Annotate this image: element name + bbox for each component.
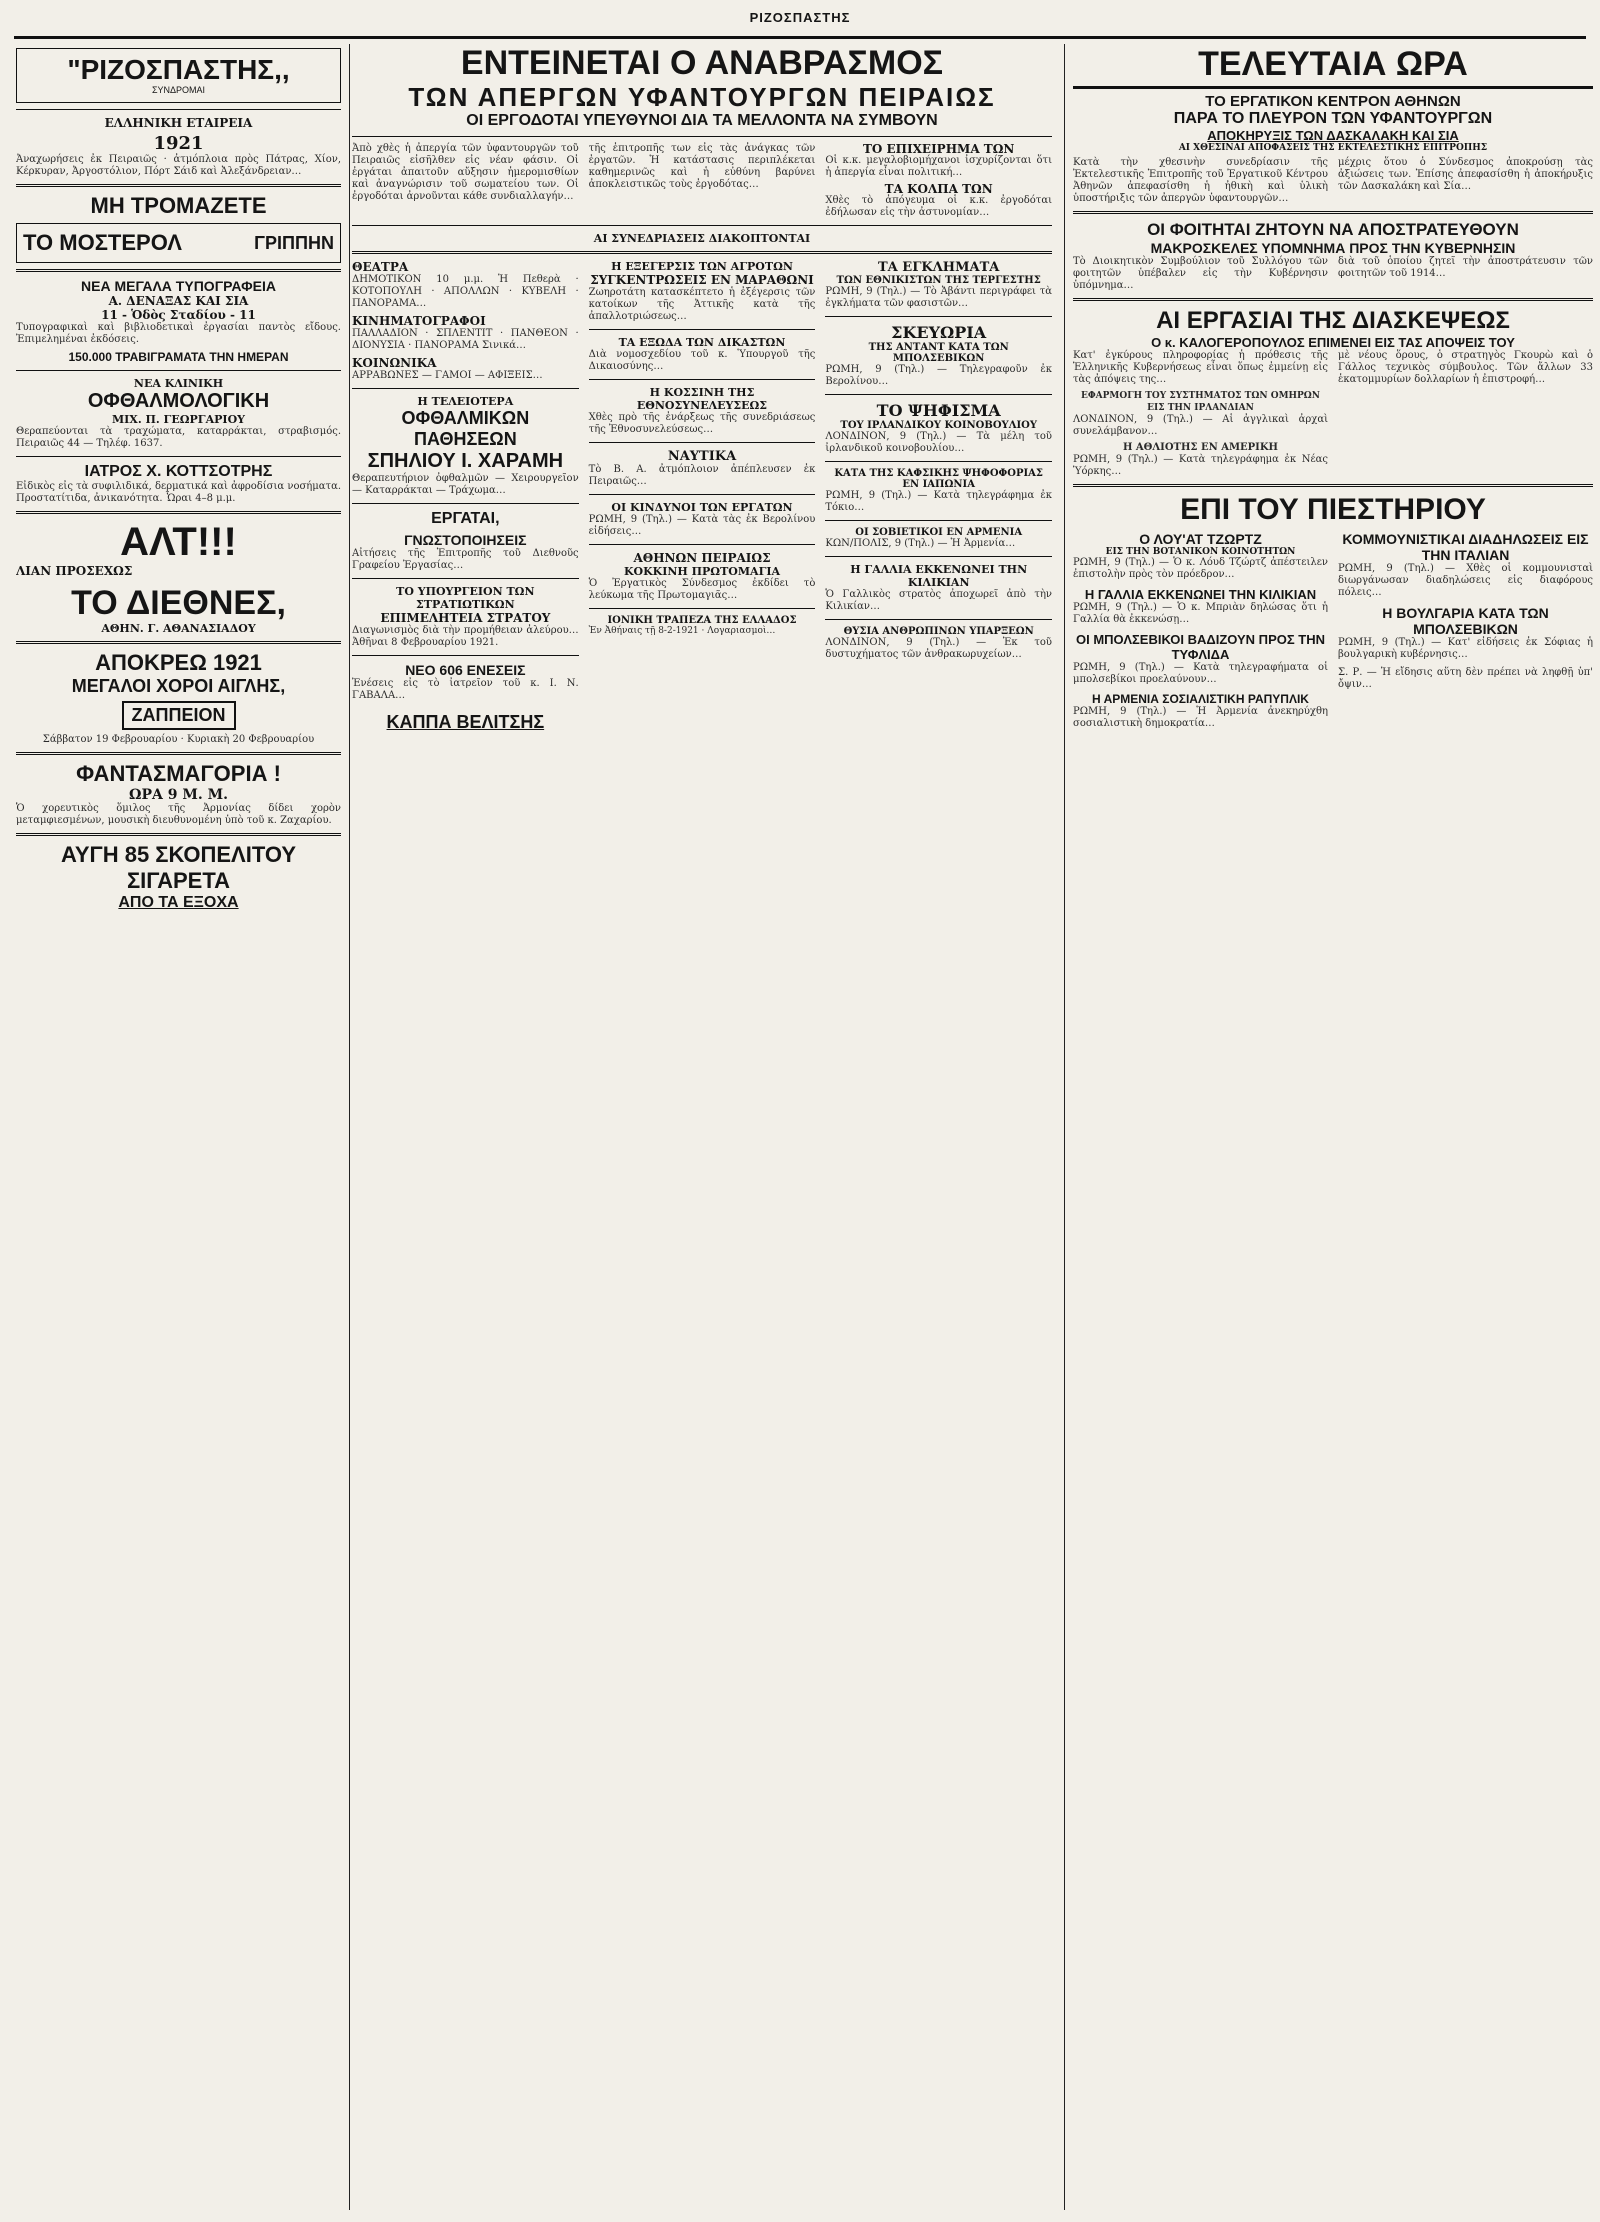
main-headline-2: ΤΩΝ ΑΠΕΡΓΩΝ ΥΦΑΝΤΟΥΡΓΩΝ ΠΕΙΡΑΙΩΣ	[408, 82, 996, 112]
thysia-heading: ΘΥΣΙΑ ΑΝΘΡΩΠΙΝΩΝ ΥΠΑΡΞΕΩΝ	[843, 626, 1034, 637]
kappa-ad: ΚΑΠΠΑ ΒΕΛΙΤΣΗΣ	[386, 712, 545, 732]
ad-grippi: ΓΡΙΠΠΗΝ	[254, 232, 334, 253]
teleiotera-label: Η ΤΕΛΕΙΟΤΕΡΑ	[417, 395, 514, 408]
main-headline: ΕΝΤΕΙΝΕΤΑΙ Ο ΑΝΑΒΡΑΣΜΟΣ	[460, 44, 944, 82]
lead-article	[352, 143, 1052, 219]
thysia-body: ΛΟΝΔΙΝΟΝ, 9 (Τηλ.) — Ἐκ τοῦ δυστυχήματος τῶν ἀνθρακωρυχείων…	[825, 637, 1052, 660]
plevron-heading: ΠΑΡΑ ΤΟ ΠΛΕΥΡΟΝ ΤΩΝ ΥΦΑΝΤΟΥΡΓΩΝ	[1173, 110, 1493, 127]
ergasiai-body	[1073, 350, 1593, 478]
apo-ta-exoxa: ΑΠΟ ΤΑ ΕΞΟΧΑ	[118, 894, 239, 911]
egklimata-heading: ΤΑ ΕΓΚΛΗΜΑΤΑ	[878, 260, 1000, 275]
apokiryxis-heading: ΑΠΟΚΗΡΥΞΙΣ ΤΩΝ ΔΑΣΚΑΛΑΚΗ ΚΑΙ ΣΙΑ	[1207, 128, 1459, 143]
ionikh-body: Ἐν Ἀθήναις τῇ 8-2-1921 · Λογαριασμοὶ…	[588, 626, 776, 636]
gallia-right-body: ΡΩΜΗ, 9 (Τηλ.) — Ὁ κ. Μπριὰν δηλώσας ὅτι ἡ Γαλλία θὰ ἐκκενώσῃ…	[1073, 602, 1328, 625]
right-column	[1064, 44, 1593, 2210]
xoroi-heading: ΜΕΓΑΛΟΙ ΧΟΡΟΙ ΑΙΓΛΗΣ,	[71, 676, 286, 696]
denaxas-label: Α. ΔΕΝΑΞΑΣ ΚΑΙ ΣΙΑ	[108, 294, 249, 308]
subscription-label: ΣΥΝΔΡΟΜΑΙ	[151, 85, 206, 95]
ethnikistai-heading: ΤΩΝ ΕΘΝΙΚΙΣΤΩΝ ΤΗΣ ΤΕΡΓΕΣΤΗΣ	[836, 275, 1041, 286]
iatros-heading: ΙΑΤΡΟΣ Χ. ΚΟΤΤΣΟΤΡΗΣ	[84, 463, 273, 480]
teleftaia-heading: ΤΕΛΕΥΤΑΙΑ ΩΡΑ	[1073, 44, 1593, 89]
ergasiai-col-2: μὲ νέους ὅρους, ὁ στρατηγὸς Γκουρὼ καὶ ὁ Γάλλος τεχνικὸς σύμβουλος. Τῶν ἄλλων 33 ἑκατομμυρίων δολλαρίων ἡ ἐπιστροφή…	[1338, 350, 1593, 385]
ergasiai-heading: ΑΙ ΕΡΓΑΣΙΑΙ ΤΗΣ ΔΙΑΣΚΕΨΕΩΣ	[1156, 307, 1510, 334]
ofthalmikon-heading: ΟΦΘΑΛΜΙΚΩΝ ΠΑΘΗΣΕΩΝ	[401, 408, 530, 449]
lead-col-1: Ἀπὸ χθὲς ἡ ἀπεργία τῶν ὑφαντουργῶν τοῦ Πειραιῶς εἰσῆλθεν εἰς νέαν φάσιν. Οἱ ἐργάται ἀπαιτοῦν αὔξησιν ἡμερομισθίων καὶ ἀναγνώρισιν τοῦ σωματείου των. Οἱ ἐργοδόται ἀρνοῦνται κάθε συνδιαλλαγήν…	[352, 143, 579, 202]
spilio-heading: ΣΠΗΛΙΟΥ Ι. ΧΑΡΑΜΗ	[367, 450, 564, 472]
nautika-body: Τὸ Β. Α. ἀτμόπλοιον ἀπέπλευσεν ἐκ Πειραιῶς…	[588, 464, 816, 487]
epimeleteia-body: Διαγωνισμὸς διὰ τὴν προμήθειαν ἀλεύρου… Ἀθῆναι 8 Φεβρουαρίου 1921.	[352, 625, 579, 648]
piestiriou-body	[1073, 531, 1593, 730]
gallia-right-heading: Η ΓΑΛΛΙΑ ΕΚΚΕΝΩΝΕΙ ΤΗΝ ΚΙΛΙΚΙΑΝ	[1084, 587, 1317, 602]
company-heading: ΕΛΛΗΝΙΚΗ ΕΤΑΙΡΕΙΑ	[104, 116, 253, 130]
kalogeropoulos-heading: Ο κ. ΚΑΛΟΓΕΡΟΠΟΥΛΟΣ ΕΠΙΜΕΝΕΙ ΕΙΣ ΤΑΣ ΑΠΟΨΕΙΣ ΤΟΥ	[1151, 335, 1515, 350]
kommounistikai-body: ΡΩΜΗ, 9 (Τηλ.) — Χθὲς οἱ κομμουνισταὶ διωργάνωσαν διαδηλώσεις εἰς διαφόρους πόλεις…	[1338, 563, 1593, 598]
armenia-heading: Η ΑΡΜΕΝΙΑ ΣΟΣΙΑΛΙΣΤΙΚΗ ΡΑΠΥΠΛΙΚ	[1092, 692, 1309, 706]
fantasmagoria-time: ΩΡΑ 9 Μ. Μ.	[129, 787, 228, 803]
athliotis-heading: Η ΑΘΛΙΟΤΗΣ ΕΝ ΑΜΕΡΙΚΗ	[1122, 442, 1279, 453]
kossi-heading: Η ΚΟΣΣΙΝΗ ΤΗΣ ΕΘΝΟΣΥΝΕΛΕΥΣΕΩΣ	[636, 386, 768, 412]
clinic-body: Θεραπεύονται τὰ τραχώματα, καταρράκται, στραβισμός. Πειραιῶς 44 — Τηλέφ. 1637.	[16, 426, 341, 449]
foitites-col-2: διὰ τοῦ ὁποίου ζητεῖ τὴν ἀποστράτευσιν τῶν φοιτητῶν τοῦ 1914…	[1338, 256, 1593, 279]
skeuoria-heading: ΣΚΕΥΩΡΙΑ	[891, 323, 987, 342]
kokkini-body: Ὁ Ἐργατικὸς Σύνδεσμος ἐκδίδει τὸ λεύκωμα τῆς Πρωτομαγιᾶς…	[588, 578, 816, 601]
shipping-notice: 1921 Ἀναχωρήσεις ἐκ Πειραιῶς · ἀτμόπλοια πρὸς Πάτρας, Χίον, Κέρκυραν, Ἀργοστόλιον, Πόρτ Σάιδ καὶ Ἀλεξάνδρειαν…	[16, 133, 341, 177]
tzorz-heading: Ο ΛΟΥ'ΑΤ ΤΖΩΡΤΖ	[1139, 531, 1262, 547]
epixeirima-heading: ΤΟ ΕΠΙΧΕΙΡΗΜΑ ΤΩΝ	[862, 142, 1015, 156]
kossi-body: Χθὲς πρὸ τῆς ἐνάρξεως τῆς συνεδριάσεως τῆς Ἐθνοσυνελεύσεως…	[588, 412, 816, 435]
foitites-col-1: Τὸ Διοικητικὸν Συμβούλιον τοῦ Συλλόγου τῶν φοιτητῶν ὑπέβαλεν εἰς τὴν Κυβέρνησιν ὑπόμνημα…	[1073, 256, 1328, 291]
mpolsevikoi-heading: ΟΙ ΜΠΟΛΣΕΒΙΚΟΙ ΒΑΔΙΖΟΥΝ ΠΡΟΣ ΤΗΝ ΤΥΦΛΙΔΑ	[1076, 632, 1325, 662]
masthead-title: ΡΙΖΟΣΠΑΣΤΗΣ	[749, 10, 851, 25]
exoria-heading: ΤΑ ΕΞΩΔΑ ΤΩΝ ΔΙΚΑΣΤΩΝ	[618, 336, 786, 349]
kommounistikai-heading: ΚΟΜΜΟΥΝΙΣΤΙΚΑΙ ΔΙΑΔΗΛΩΣΕΙΣ ΕΙΣ ΤΗΝ ΙΤΑΛΙΑΝ	[1342, 531, 1589, 563]
sovietikoi-heading: ΟΙ ΣΟΒΙΕΤΙΚΟΙ ΕΝ ΑΡΜΕΝΙΑ	[855, 527, 1023, 538]
piestiriou-col-2	[1338, 531, 1593, 730]
foitites-heading: ΟΙ ΦΟΙΤΗΤΑΙ ΖΗΤΟΥΝ ΝΑ ΑΠΟΣΤΡΑΤΕΥΘΟΥΝ	[1147, 220, 1519, 239]
tzorz-sub: ΕΙΣ ΤΗΝ ΒΟΤΑΝΙΚΟΝ ΚΟΙΝΟΤΗΤΩΝ	[1105, 547, 1296, 557]
ypourgeio-heading: ΤΟ ΥΠΟΥΡΓΕΙΟΝ ΤΩΝ ΣΤΡΑΤΙΩΤΙΚΩΝ	[396, 585, 535, 611]
lead-col-3: ΤΟ ΕΠΙΧΕΙΡΗΜΑ ΤΩΝ Οἱ κ.κ. μεγαλοβιομήχανοι ἰσχυρίζονται ὅτι ἡ ἀπεργία εἶναι πολιτική… ΤΑ ΚΟΛΠΑ ΤΩΝ Χθὲς τὸ ἀπόγευμα οἱ κ.κ. ἐργοδόται ἐδήλωσαν εἰς τὴν ἀστυνομίαν…	[825, 142, 1052, 218]
athinon-heading: ΑΘΗΝΩΝ ΠΕΙΡΑΙΩΣ	[633, 551, 771, 565]
newspaper-title: "ΡΙΖΟΣΠΑΣΤΗΣ,,	[67, 54, 290, 85]
vougaria-body: ΡΩΜΗ, 9 (Τηλ.) — Κατ' εἰδήσεις ἐκ Σόφιας ἡ βουλγαρικὴ κυβέρνησις…	[1338, 637, 1593, 660]
center-left-sub	[352, 260, 579, 733]
fantasmagoria-body: Ὁ χορευτικὸς ὅμιλος τῆς Ἀρμονίας δίδει χορὸν μεταμφιεσμένων, μουσικὴ διευθυνομένη ὑπὸ τοῦ κ. Ζαχαρίου.	[16, 803, 341, 826]
egklimata-body: ΡΩΜΗ, 9 (Τηλ.) — Τὸ Ἀβάντι περιγράφει τὰ ἐγκλήματα τῶν φασιστῶν…	[825, 286, 1052, 309]
ad-mi-tromazete: ΜΗ ΤΡΟΜΑΖΕΤΕ	[90, 193, 267, 218]
koinonika-heading: ΚΟΙΝΩΝΙΚΑ	[352, 356, 437, 370]
irlandikou-heading: ΤΟΥ ΙΡΛΑΝΔΙΚΟΥ ΚΟΙΝΟΒΟΥΛΙΟΥ	[840, 420, 1037, 431]
gnostopoiiseis-heading: ΓΝΩΣΤΟΠΟΙΗΣΕΙΣ	[404, 532, 527, 548]
kinimatografoi-heading: ΚΙΝΗΜΑΤΟΓΡΑΦΟΙ	[352, 314, 486, 328]
ad-alt: ΑΛΤ!!!	[120, 520, 237, 564]
fantasmagoria-heading: ΦΑΝΤΑΣΜΑΓΟΡΙΑ !	[76, 761, 281, 786]
apofaseis-heading: ΑΙ ΧΘΕΣΙΝΑΙ ΑΠΟΦΑΣΕΙΣ ΤΗΣ ΕΚΤΕΛΕΣΤΙΚΗΣ ΕΠΙΤΡΟΠΗΣ	[1178, 143, 1488, 153]
theatra-heading: ΘΕΑΤΡΑ	[352, 260, 409, 274]
center-mid-sub	[589, 260, 816, 733]
vougaria-heading: Η ΒΟΥΛΓΑΡΙΑ ΚΑΤΑ ΤΩΝ ΜΠΟΛΣΕΒΙΚΩΝ	[1382, 605, 1549, 637]
ophthalmo-heading: ΟΦΘΑΛΜΟΛΟΓΙΚΗ	[87, 390, 270, 412]
kolpata-heading: ΤΑ ΚΟΛΠΑ ΤΩΝ	[884, 182, 993, 196]
iatros-body: Εἰδικὸς εἰς τὰ συφιλιδικά, δερματικά καὶ ἀφροδίσια νοσήματα. Προστατίτιδα, ἀνικανότητα. Ὧραι 4–8 μ.μ.	[16, 481, 341, 504]
address-line: 11 - Ὁδὸς Σταδίου - 11	[101, 308, 256, 322]
tzorz-body: ΡΩΜΗ, 9 (Τηλ.) — Ὁ κ. Λόυδ Τζώρτζ ἀπέστειλεν ἐπιστολὴν πρὸς τὸν πρόεδρον…	[1073, 557, 1328, 580]
ionikh-heading: ΙΟΝΙΚΗ ΤΡΑΠΕΖΑ ΤΗΣ ΕΛΛΑΔΟΣ	[607, 615, 797, 626]
mpolsevikoi-body: ΡΩΜΗ, 9 (Τηλ.) — Κατὰ τηλεγραφήματα οἱ μπολσεβίκοι προελαύνουν…	[1073, 662, 1328, 685]
sygkentroseis-body: Ζωηροτάτη κατασκέπτετο ἡ ἐξέγερσις τῶν κατοίκων τῆς Ἀττικῆς κατὰ τῆς ἀπαλλοτριώσεως…	[588, 287, 816, 322]
efarmogi-heading: ΕΦΑΡΜΟΓΗ ΤΟΥ ΣΥΣΤΗΜΑΤΟΣ ΤΩΝ ΟΜΗΡΩΝ ΕΙΣ ΤΗΝ ΙΡΛΑΝΔΙΑΝ	[1080, 391, 1321, 413]
kinimatografoi-body: ΠΑΛΛΑΔΙΟΝ · ΣΠΛΕΝΤΙΤ · ΠΑΝΘΕΟΝ · ΔΙΟΝΥΣΙΑ · ΠΑΝΟΡΑΜΑ Σινικά…	[352, 328, 579, 351]
kokkini-heading: ΚΟΚΚΙΝΗ ΠΡΩΤΟΜΑΓΙΑ	[623, 565, 781, 578]
ad-mosterol: ΤΟ ΜΟΣΤΕΡΟΛ	[23, 230, 182, 255]
theatra-body: ΔΗΜΟΤΙΚΟΝ 10 μ.μ. Ἡ Πεθερὰ · ΚΟΤΟΠΟΥΛΗ · ΑΠΟΛΛΩΝ · ΚΥΒΕΛΗ · ΠΑΝΟΡΑΜΑ…	[352, 274, 579, 309]
typografia-heading: ΝΕΑ ΜΕΓΑΛΑ ΤΥΠΟΓΡΑΦΕΙΑ	[81, 278, 276, 294]
teleftaia-col-1: Κατὰ τὴν χθεσινὴν συνεδρίασιν τῆς Ἐκτελεστικῆς Ἐπιτροπῆς τοῦ Ἐργατικοῦ Κέντρου Ἀθηνῶν ἀπεφασίσθη ἡ ἠθικὴ καὶ ὑλικὴ ὑποστήριξις τῶν ἀπεργῶν ὑφαντουργῶν…	[1073, 157, 1328, 204]
kafsikis-heading: ΚΑΤΑ ΤΗΣ ΚΑΦΣΙΚΗΣ ΨΗΦΟΦΟΡΙΑΣ ΕΝ ΙΑΠΩΝΙΑ	[834, 468, 1043, 490]
teleftaia-col-2: μέχρις ὅτου ὁ Σύνδεσμος ἀποκρούσῃ τὰς ἀξιώσεις των. Ἐπίσης ἀπεφασίσθη ἡ ἀποκήρυξις τῶν Δασκαλάκη καὶ Σία…	[1338, 157, 1593, 192]
psifisma-heading: ΤΟ ΨΗΦΙΣΜΑ	[876, 401, 1001, 420]
antant-heading: ΤΗΣ ΑΝΤΑΝΤ ΚΑΤΑ ΤΩΝ ΜΠΟΛΣΕΒΙΚΩΝ	[868, 342, 1009, 364]
center-column	[352, 44, 1052, 2210]
ad-alt-sub: ΛΙΑΝ ΠΡΟΣΕΧΩΣ	[16, 564, 133, 578]
doctor-name: ΜΙΧ. Π. ΓΕΩΡΓΑΡΙΟΥ	[111, 413, 245, 426]
left-column	[16, 44, 350, 2210]
apokreo-heading: ΑΠΟΚΡΕΩ 1921	[95, 650, 262, 675]
foitites-body	[1073, 256, 1593, 292]
teleftaia-body	[1073, 157, 1593, 205]
gallia-heading: Η ΓΑΛΛΙΑ ΕΚΚΕΝΩΝΕΙ ΤΗΝ ΚΙΛΙΚΙΑΝ	[850, 563, 1028, 589]
koinonika-body: ΑΡΡΑΒΩΝΕΣ — ΓΑΜΟΙ — ΑΦΙΞΕΙΣ…	[352, 370, 543, 381]
ad-diethnes: ΤΟ ΔΙΕΘΝΕΣ,	[71, 584, 286, 622]
gnostopoiiseis-body: Αἰτήσεις τῆς Ἐπιτροπῆς τοῦ Διεθνοῦς Γραφείου Ἐργασίας…	[352, 548, 579, 571]
spilio-body: Θεραπευτήριον ὀφθαλμῶν — Χειρουργεῖον — Καταρράκται — Τράχωμα…	[352, 473, 579, 496]
synedriaseis-heading: ΑΙ ΣΥΝΕΔΡΙΑΣΕΙΣ ΔΙΑΚΟΠΤΟΝΤΑΙ	[593, 232, 811, 245]
athanasiadou-label: ΑΘΗΝ. Γ. ΑΘΑΝΑΣΙΑΔΟΥ	[101, 622, 256, 635]
clinic-label: ΝΕΑ ΚΛΙΝΙΚΗ	[133, 377, 224, 390]
sp-note: Σ. Ρ. — Ἡ εἴδησις αὕτη δὲν πρέπει νὰ ληφθῇ ὑπ' ὄψιν…	[1338, 667, 1593, 690]
piestiriou-col-1	[1073, 531, 1328, 730]
kindynoi-body: ΡΩΜΗ, 9 (Τηλ.) — Κατὰ τὰς ἐκ Βερολίνου εἰδήσεις…	[588, 514, 816, 537]
center-right-sub	[825, 260, 1052, 733]
nautika-heading: ΝΑΥΤΙΚΑ	[667, 449, 737, 464]
tirage-line: 150.000 ΤΡΑΒΙΓΡΑΜΑΤΑ ΤΗΝ ΗΜΕΡΑΝ	[68, 350, 289, 364]
kafsikis-body: ΡΩΜΗ, 9 (Τηλ.) — Κατὰ τηλεγράφημα ἐκ Τόκιο…	[825, 490, 1052, 513]
sygkentroseis-heading: ΣΥΓΚΕΝΤΡΩΣΕΙΣ ΕΝ ΜΑΡΑΘΩΝΙ	[590, 273, 814, 287]
ergatai-heading: ΕΡΓΑΤΑΙ,	[431, 510, 500, 527]
exegersis-heading: Η ΕΞΕΓΕΡΣΙΣ ΤΩΝ ΑΓΡΟΤΩΝ	[611, 260, 793, 273]
exoria-body: Διὰ νομοσχεδίου τοῦ κ. Ὑπουργοῦ τῆς Δικαιοσύνης…	[588, 349, 816, 372]
psifisma-body: ΛΟΝΔΙΝΟΝ, 9 (Τηλ.) — Τὰ μέλη τοῦ ἰρλανδικοῦ κοινοβουλίου…	[825, 431, 1052, 454]
gallia-body: Ὁ Γαλλικὸς στρατὸς ἀποχωρεῖ ἀπὸ τὴν Κιλικίαν…	[825, 589, 1052, 612]
main-subheadline: ΟΙ ΕΡΓΟΔΟΤΑΙ ΥΠΕΥΘΥΝΟΙ ΔΙΑ ΤΑ ΜΕΛΛΟΝΤΑ ΝΑ ΣΥΜΒΟΥΝ	[466, 112, 938, 129]
aygi-ad: ΑΥΓΗ 85 ΣΚΟΠΕΛΙΤΟΥ ΣΙΓΑΡΕΤΑ	[60, 842, 297, 893]
center-lower	[352, 260, 1052, 733]
lead-col-2: τῆς ἐπιτροπῆς των εἰς τὰς ἀνάγκας τῶν ἐργατῶν. Ἡ κατάστασις περιπλέκεται καθημερινῶς καὶ ἡ εὐθύνη βαρύνει ἀποκλειστικῶς τοὺς ἐργοδότας…	[588, 143, 816, 190]
neo606-body: Ἐνέσεις εἰς τὸ ἰατρεῖον τοῦ κ. Ι. Ν. ΓΑΒΑΛΑ…	[352, 678, 579, 701]
epimeleteia-heading: ΕΠΙΜΕΛΗΤΕΙΑ ΣΤΡΑΤΟΥ	[380, 611, 551, 625]
zappeio-label: ΖΑΠΠΕΙΟΝ	[122, 701, 236, 730]
ypomnima-heading: ΜΑΚΡΟΣΚΕΛΕΣ ΥΠΟΜΝΗΜΑ ΠΡΟΣ ΤΗΝ ΚΥΒΕΡΝΗΣΙΝ	[1150, 240, 1516, 256]
ergasiai-col-1: Κατ' ἐγκύρους πληροφορίας ἡ πρόθεσις τῆς Ἑλληνικῆς Κυβερνήσεως εἶναι ὅπως ἐμμείνῃ εἰς τὰς ἀπόψεις της… ΕΦΑΡΜΟΓΗ ΤΟΥ ΣΥΣΤΗΜΑΤΟΣ ΤΩΝ ΟΜΗΡΩΝ ΕΙΣ ΤΗΝ ΙΡΛΑΝΔΙΑΝ ΛΟΝΔΙΝΟΝ, 9 (Τηλ.) — Αἱ ἀγγλικαὶ ἀρχαὶ συνελάμβανον… Η ΑΘΛΙΟΤΗΣ ΕΝ ΑΜΕΡΙΚΗ ΡΩΜΗ, 9 (Τηλ.) — Κατὰ τηλεγράφημα ἐκ Νέας Ὑόρκης…	[1073, 350, 1328, 477]
skeuoria-body: ΡΩΜΗ, 9 (Τηλ.) — Τηλεγραφοῦν ἐκ Βερολίνου…	[825, 364, 1052, 387]
xoroi-body: Σάββατον 19 Φεβρουαρίου · Κυριακὴ 20 Φεβρουαρίου	[42, 734, 315, 745]
sovietikoi-body: ΚΩΝ/ΠΟΛΙΣ, 9 (Τηλ.) — Ἡ Ἀρμενία…	[825, 538, 1016, 549]
typografia-body: Τυπογραφικαὶ καὶ βιβλιοδετικαὶ ἐργασίαι παντὸς εἴδους. Ἐπιμελημέναι ἐκδόσεις.	[16, 322, 341, 345]
neo606-heading: ΝΕΟ 606 ΕΝΕΣΕΙΣ	[405, 662, 526, 678]
piestiriou-heading: ΕΠΙ ΤΟΥ ΠΙΕΣΤΗΡΙΟΥ	[1180, 493, 1486, 526]
armenia-body: ΡΩΜΗ, 9 (Τηλ.) — Ἡ Ἀρμενία ἀνεκηρύχθη σοσιαλιστικὴ δημοκρατία…	[1073, 706, 1328, 729]
masthead-box	[16, 48, 341, 103]
kindynoi-heading: ΟΙ ΚΙΝΔΥΝΟΙ ΤΩΝ ΕΡΓΑΤΩΝ	[611, 501, 793, 514]
shipping-year: 1921	[153, 133, 204, 154]
kentron-heading: ΤΟ ΕΡΓΑΤΙΚΟΝ ΚΕΝΤΡΟΝ ΑΘΗΝΩΝ	[1205, 93, 1461, 110]
ad-mosterol-box	[16, 223, 341, 263]
